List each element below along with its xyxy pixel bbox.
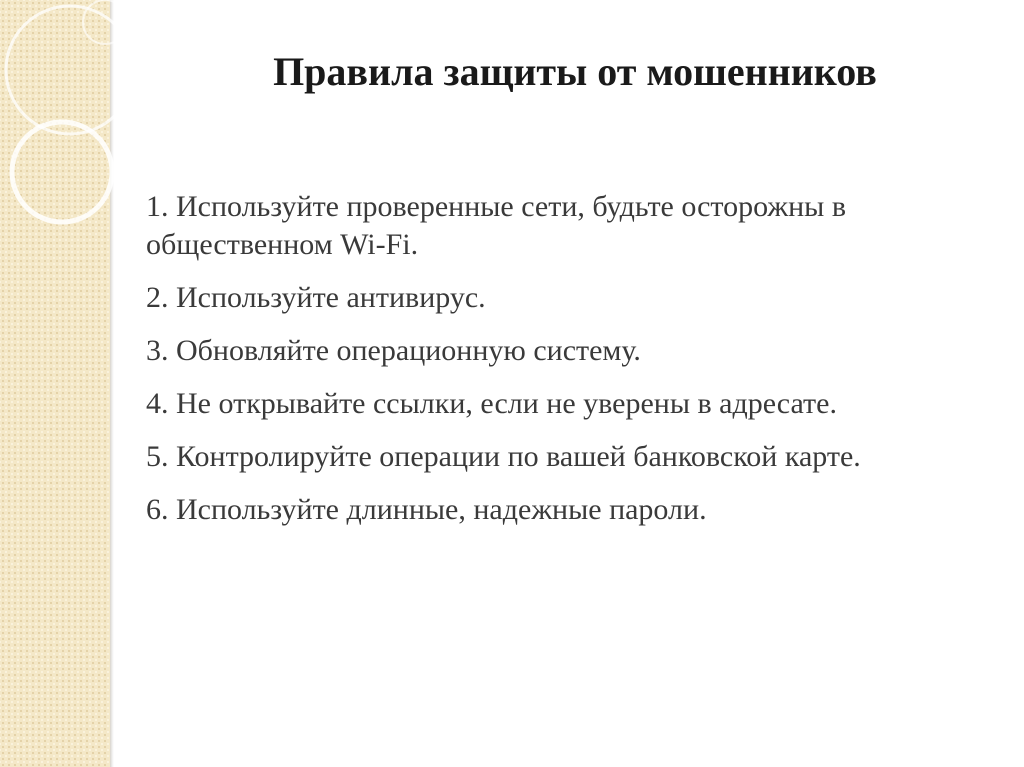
rules-list xyxy=(146,188,986,544)
rule-item-5: 5. Контролируйте операции по вашей банковской карте. xyxy=(146,440,861,473)
decorative-rings-icon xyxy=(0,0,114,320)
rule-item-1: 1. Используйте проверенные сети, будьте осторожны в общественном Wi-Fi. xyxy=(146,190,847,261)
rule-item-4: 4. Не открывайте ссылки, если не уверены в адресате. xyxy=(146,387,837,420)
ring-large xyxy=(6,6,114,134)
rule-item-6: 6. Используйте длинные, надежные пароли. xyxy=(146,493,707,526)
rule-item-3: 3. Обновляйте операционную систему. xyxy=(146,334,641,367)
rule-item-2: 2. Используйте антивирус. xyxy=(146,281,486,314)
ring-small xyxy=(83,0,114,44)
slide-title: Правила защиты от мошенников xyxy=(273,49,877,94)
ring-medium xyxy=(12,122,112,222)
